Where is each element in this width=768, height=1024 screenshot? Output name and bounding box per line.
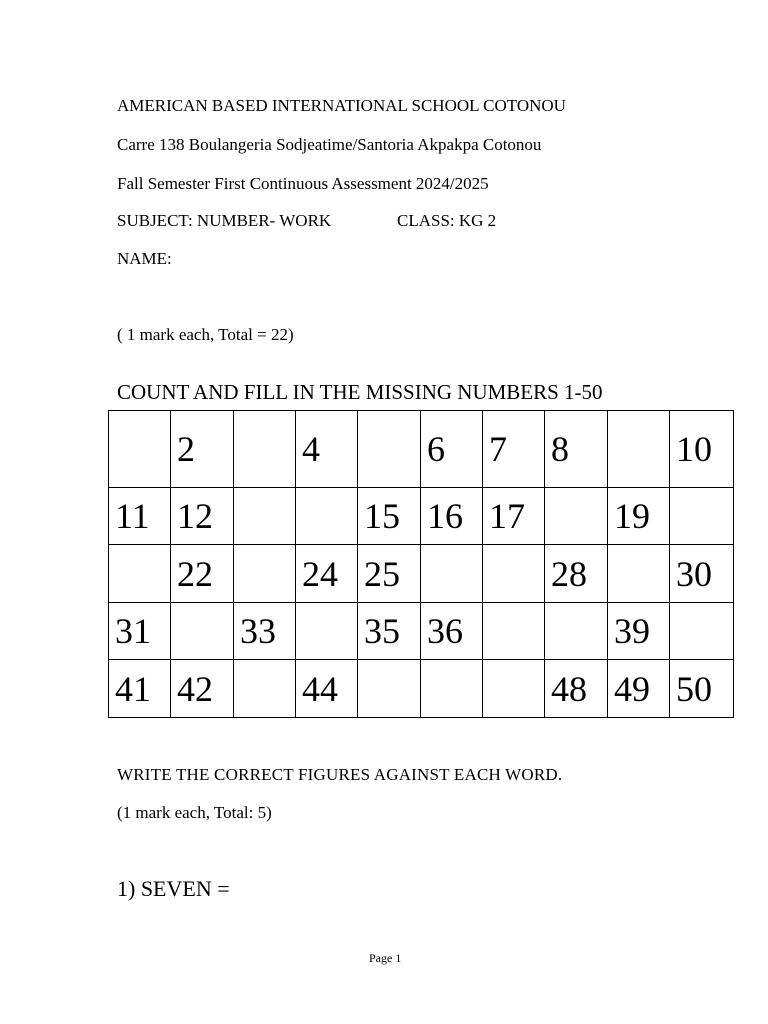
grid-cell-blank[interactable] <box>483 602 545 660</box>
grid-cell-blank[interactable] <box>234 545 296 603</box>
subject-class-row <box>117 211 497 230</box>
grid-cell-blank[interactable] <box>296 487 358 545</box>
grid-cell-blank[interactable] <box>483 660 545 718</box>
grid-cell-number: 33 <box>234 602 296 660</box>
grid-cell-blank[interactable] <box>358 411 421 488</box>
grid-row <box>109 411 734 488</box>
subject-label: SUBJECT: NUMBER- WORK <box>117 211 332 230</box>
grid-row <box>109 487 734 545</box>
grid-row <box>109 602 734 660</box>
page-number: Page 1 <box>369 951 402 965</box>
grid-cell-number: 4 <box>296 411 358 488</box>
grid-cell-blank[interactable] <box>545 487 608 545</box>
section2-title: WRITE THE CORRECT FIGURES AGAINST EACH WORD. <box>117 765 563 784</box>
grid-cell-blank[interactable] <box>483 545 545 603</box>
grid-row <box>109 660 734 718</box>
grid-cell-number: 50 <box>670 660 734 718</box>
grid-cell-number: 44 <box>296 660 358 718</box>
grid-cell-blank[interactable] <box>234 487 296 545</box>
school-address: Carre 138 Boulangeria Sodjeatime/Santoria Akpakpa Cotonou <box>117 135 542 154</box>
number-grid <box>108 410 734 718</box>
grid-cell-blank[interactable] <box>109 545 171 603</box>
grid-cell-number: 15 <box>358 487 421 545</box>
grid-cell-number: 24 <box>296 545 358 603</box>
grid-cell-blank[interactable] <box>421 545 483 603</box>
school-name: AMERICAN BASED INTERNATIONAL SCHOOL COTONOU <box>117 96 566 115</box>
grid-cell-number: 31 <box>109 602 171 660</box>
grid-cell-blank[interactable] <box>234 411 296 488</box>
grid-cell-number: 39 <box>608 602 670 660</box>
grid-cell-number: 19 <box>608 487 670 545</box>
grid-cell-number: 8 <box>545 411 608 488</box>
question-item: 1) SEVEN = <box>117 876 230 901</box>
grid-cell-number: 49 <box>608 660 670 718</box>
grid-cell-number: 2 <box>171 411 234 488</box>
grid-cell-number: 25 <box>358 545 421 603</box>
grid-cell-number: 42 <box>171 660 234 718</box>
grid-cell-blank[interactable] <box>296 602 358 660</box>
grid-cell-blank[interactable] <box>234 660 296 718</box>
grid-cell-blank[interactable] <box>670 602 734 660</box>
grid-cell-number: 30 <box>670 545 734 603</box>
grid-cell-blank[interactable] <box>171 602 234 660</box>
grid-cell-blank[interactable] <box>421 660 483 718</box>
grid-cell-number: 12 <box>171 487 234 545</box>
grid-cell-number: 16 <box>421 487 483 545</box>
section1-title: COUNT AND FILL IN THE MISSING NUMBERS 1-50 <box>117 380 603 404</box>
grid-cell-number: 48 <box>545 660 608 718</box>
section1-marks: ( 1 mark each, Total = 22) <box>117 325 294 344</box>
name-label: NAME: <box>117 249 172 268</box>
grid-cell-number: 41 <box>109 660 171 718</box>
grid-cell-blank[interactable] <box>109 411 171 488</box>
grid-cell-number: 17 <box>483 487 545 545</box>
assessment-title: Fall Semester First Continuous Assessment 2024/2025 <box>117 174 489 193</box>
section2-marks: (1 mark each, Total: 5) <box>117 803 272 822</box>
grid-cell-number: 35 <box>358 602 421 660</box>
grid-cell-number: 22 <box>171 545 234 603</box>
grid-row <box>109 545 734 603</box>
grid-cell-blank[interactable] <box>608 411 670 488</box>
grid-cell-number: 6 <box>421 411 483 488</box>
grid-cell-number: 11 <box>109 487 171 545</box>
grid-cell-number: 7 <box>483 411 545 488</box>
grid-cell-number: 10 <box>670 411 734 488</box>
grid-body <box>109 411 734 718</box>
grid-cell-blank[interactable] <box>670 487 734 545</box>
grid-cell-number: 28 <box>545 545 608 603</box>
class-label: CLASS: KG 2 <box>397 211 497 230</box>
grid-cell-blank[interactable] <box>358 660 421 718</box>
grid-cell-number: 36 <box>421 602 483 660</box>
grid-cell-blank[interactable] <box>608 545 670 603</box>
grid-cell-blank[interactable] <box>545 602 608 660</box>
